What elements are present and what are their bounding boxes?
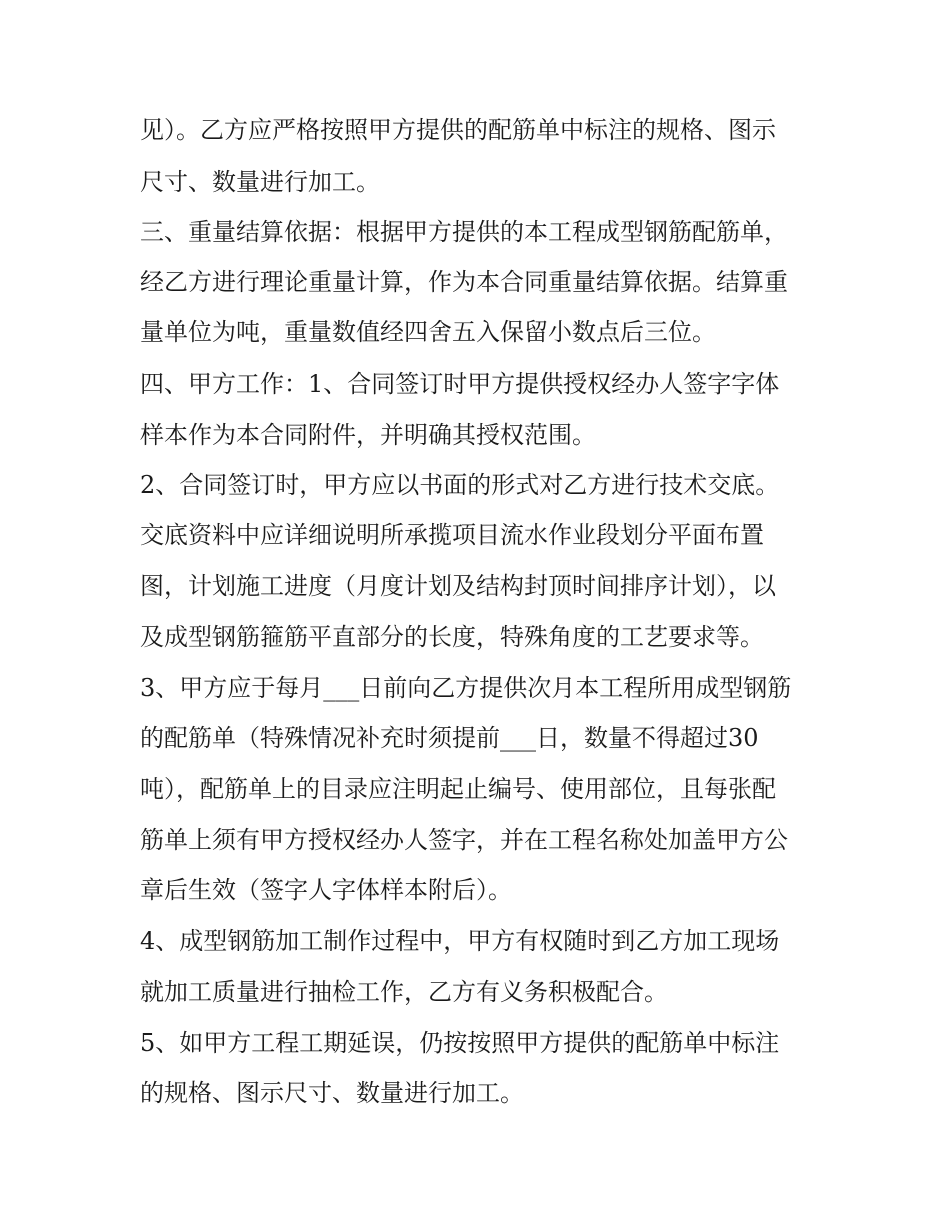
text-line: 的配筋单（特殊情况补充时须提前___日，数量不得超过30 <box>140 724 759 752</box>
text-line: 4、成型钢筋加工制作过程中，甲方有权随时到乙方加工现场 <box>140 927 780 955</box>
text-line: 章后生效（签字人字体样本附后）。 <box>140 876 512 904</box>
text-line: 尺寸、数量进行加工。 <box>140 168 380 196</box>
text-line: 见）。乙方应严格按照甲方提供的配筋单中标注的规格、图示 <box>140 116 776 144</box>
text-line: 3、甲方应于每月___日前向乙方提供次月本工程所用成型钢筋 <box>140 674 792 702</box>
text-line: 样本作为本合同附件，并明确其授权范围。 <box>140 421 596 449</box>
text-line: 的规格、图示尺寸、数量进行加工。 <box>140 1079 524 1107</box>
text-line: 就加工质量进行抽检工作，乙方有义务积极配合。 <box>140 978 668 1006</box>
text-line: 筋单上须有甲方授权经办人签字，并在工程名称处加盖甲方公 <box>140 826 788 854</box>
text-line: 5、如甲方工程工期延误，仍按按照甲方提供的配筋单中标注 <box>140 1029 780 1057</box>
text-line: 三、重量结算依据：根据甲方提供的本工程成型钢筋配筋单， <box>140 218 788 246</box>
text-line: 四、甲方工作：1、合同签订时甲方提供授权经办人签字字体 <box>140 370 780 398</box>
text-line: 图，计划施工进度（月度计划及结构封顶时间排序计划），以 <box>140 572 776 600</box>
text-line: 2、合同签订时，甲方应以书面的形式对乙方进行技术交底。 <box>140 471 780 499</box>
text-line: 量单位为吨，重量数值经四舍五入保留小数点后三位。 <box>140 318 716 346</box>
text-line: 经乙方进行理论重量计算，作为本合同重量结算依据。结算重 <box>140 268 788 296</box>
text-line: 交底资料中应详细说明所承揽项目流水作业段划分平面布置 <box>140 521 764 549</box>
text-line: 吨），配筋单上的目录应注明起止编号、使用部位，且每张配 <box>140 775 776 803</box>
text-line: 及成型钢筋箍筋平直部分的长度，特殊角度的工艺要求等。 <box>140 623 764 651</box>
